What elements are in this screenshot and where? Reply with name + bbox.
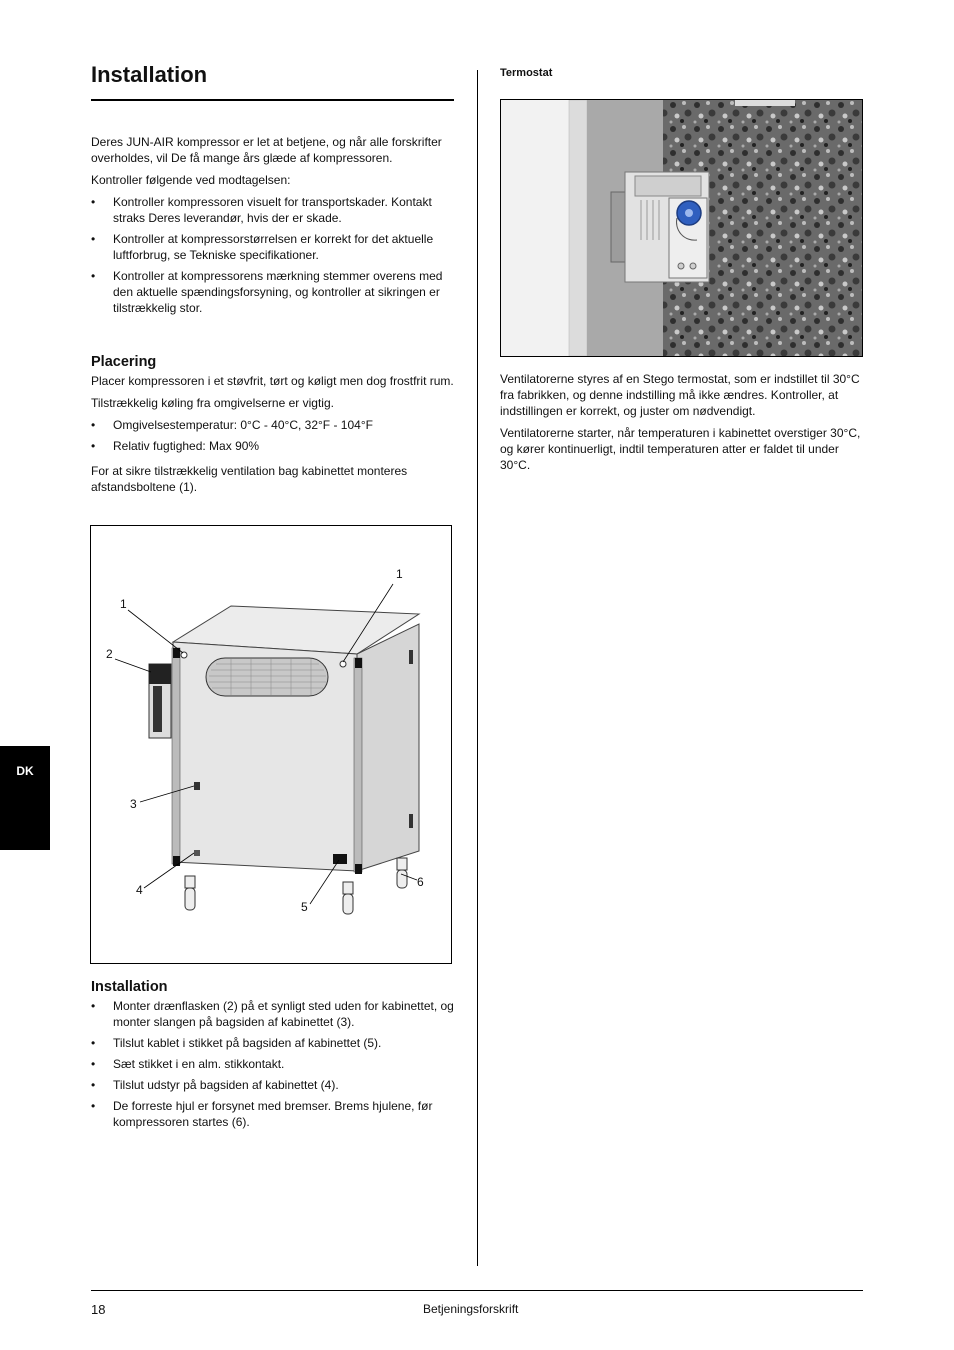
callout-6: 6: [417, 875, 424, 889]
thermostat-illustration: [501, 100, 862, 356]
termostat-section: [500, 371, 864, 479]
list-item: • Tilslut udstyr på bagsiden af kabinettet (4).: [91, 1077, 456, 1093]
callout-1-right: 1: [396, 567, 403, 581]
language-tab: DK: [0, 746, 50, 850]
placering-ventilation-note: For at sikre tilstrækkelig ventilation bag kabinettet monteres afstandsboltene (1).: [91, 464, 408, 494]
placering-paragraph: Placer kompressoren i et støvfrit, tørt og køligt men dog frostfrit rum.: [91, 374, 454, 388]
callout-3: 3: [130, 797, 137, 811]
list-item: • Monter drænflasken (2) på et synligt sted uden for kabinettet, og monter slangen på bagsiden af kabinettet (3).: [91, 998, 456, 1030]
placering-conditions: [91, 417, 456, 454]
placering-heading: Placering: [91, 354, 157, 370]
list-item: • Kontroller at kompressorstørrelsen er korrekt for det aktuelle luftforbrug, se Tekniske specifikationer.: [91, 231, 456, 263]
intro-section: [91, 134, 456, 322]
list-item: • Kontroller kompressoren visuelt for transportskader. Kontakt straks Deres leverandør, hvis der er skade.: [91, 194, 456, 226]
placering-section: [91, 353, 456, 501]
footer-rule: [91, 1290, 863, 1291]
callout-1-left: 1: [120, 597, 127, 611]
callout-2: 2: [106, 647, 113, 661]
list-item: • Omgivelsestemperatur: 0°C - 40°C, 32°F - 104°F: [91, 417, 456, 433]
footer-title: Betjeningsforskrift: [423, 1302, 519, 1316]
cabinet-figure: [90, 525, 452, 964]
intro-checklist-lead: Kontroller følgende ved modtagelsen:: [91, 173, 291, 187]
title-rule: [91, 99, 454, 101]
intro-checklist: [91, 194, 456, 316]
page-title: Installation: [91, 62, 208, 87]
cabinet-illustration: [91, 526, 451, 963]
placering-cooling-note: Tilstrækkelig køling fra omgivelserne er vigtig.: [91, 396, 334, 410]
list-item: • Relativ fugtighed: Max 90%: [91, 438, 456, 454]
list-item: • Kontroller at kompressorens mærkning stemmer overens med den aktuelle spændingsforsyning, og kontroller at sikringen er tilstrækkelig stor.: [91, 268, 456, 316]
installation-steps: [91, 998, 456, 1130]
termostat-paragraph: Ventilatorerne styres af en Stego termostat, som er indstillet til 30°C fra fabrikken, og denne indstilling må ikke ændres. Kontroller, at indstillingen er korrekt, og juster om nødvendigt.: [500, 372, 860, 418]
termostat-label: Termostat: [500, 67, 553, 79]
thermostat-photo: [500, 99, 863, 357]
list-item: • Sæt stikket i en alm. stikkontakt.: [91, 1056, 456, 1072]
termostat-operation-paragraph: Ventilatorerne starter, når temperaturen i kabinettet overstiger 30°C, og kører kontinuerligt, indtil temperaturen atter er faldet til under 30°C.: [500, 426, 861, 472]
page-number: 18: [91, 1302, 106, 1317]
list-item: • Tilslut kablet i stikket på bagsiden af kabinettet (5).: [91, 1035, 456, 1051]
column-divider: [477, 70, 478, 1266]
intro-paragraph: Deres JUN-AIR kompressor er let at betjene, og når alle forskrifter overholdes, vil De få mange års glæde af kompressoren.: [91, 135, 442, 165]
list-item: • De forreste hjul er forsynet med bremser. Brems hjulene, før kompressoren startes (6).: [91, 1098, 456, 1130]
installation-section: [91, 978, 456, 1136]
callout-4: 4: [136, 883, 143, 897]
callout-5: 5: [301, 900, 308, 914]
installation-heading: Installation: [91, 979, 168, 995]
